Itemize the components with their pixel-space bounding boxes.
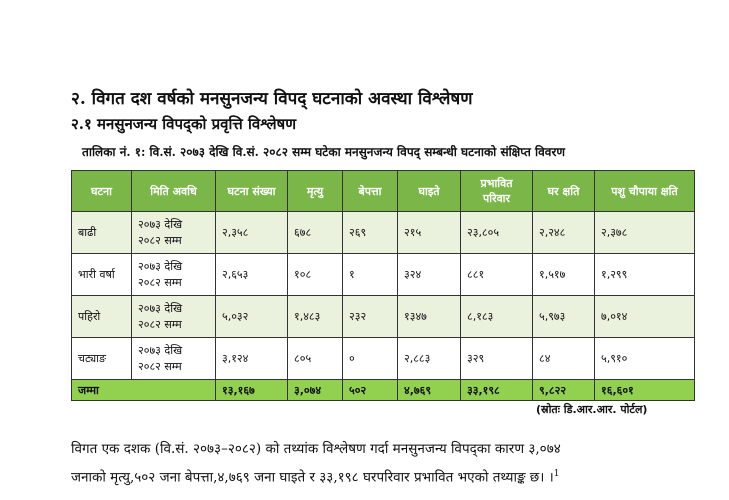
- total-affected-families: ३३,१९८: [461, 380, 533, 401]
- total-house-damage: ९,८२२: [533, 380, 595, 401]
- cell-event: पहिरो: [72, 296, 132, 338]
- header-deaths: मृत्यु: [288, 171, 343, 212]
- total-label: जम्मा: [72, 380, 216, 401]
- paragraph-line-1: विगत एक दशक (वि.सं. २०७३–२०८२) को तथ्यांक विश्लेषण गर्दा मनसुनजन्य विपद्का कारण ३,०७४: [71, 441, 561, 457]
- header-injured: घाइते: [398, 171, 461, 212]
- total-livestock-loss: १६,६०१: [595, 380, 695, 401]
- subsection-heading: २.१ मनसुनजन्य विपद्को प्रवृत्ति विश्लेषण: [71, 115, 297, 133]
- cell-injured: ३२४: [398, 254, 461, 296]
- total-deaths: ३,०७४: [288, 380, 343, 401]
- cell-period: २०७३ देखि २०८२ सम्म: [132, 254, 216, 296]
- body-paragraph: [71, 437, 697, 491]
- cell-deaths: ६७८: [288, 212, 343, 254]
- cell-period: २०७३ देखि २०८२ सम्म: [132, 212, 216, 254]
- header-count: घटना संख्या: [216, 171, 288, 212]
- table-row: [72, 254, 695, 296]
- cell-injured: २,८८३: [398, 338, 461, 380]
- cell-period: २०७३ देखि २०८२ सम्म: [132, 296, 216, 338]
- footnote-marker: 1: [553, 469, 560, 479]
- cell-livestock-loss: ७,०१४: [595, 296, 695, 338]
- table-caption: तालिका नं. १: वि.सं. २०७३ देखि वि.सं. २०८२ सम्म घटेका मनसुनजन्य विपद् सम्बन्धी घटनाको संक्षिप्त विवरण: [82, 145, 566, 159]
- cell-missing: ०: [343, 338, 398, 380]
- header-affected-families: प्रभावित परिवार: [461, 171, 533, 212]
- cell-house-damage: २,२४८: [533, 212, 595, 254]
- cell-count: २,३५८: [216, 212, 288, 254]
- table-row: [72, 212, 695, 254]
- section-heading: २. विगत दश वर्षको मनसुनजन्य विपद् घटनाको अवस्था विश्लेषण: [71, 89, 473, 109]
- total-missing: ५०२: [343, 380, 398, 401]
- total-injured: ४,७६९: [398, 380, 461, 401]
- cell-affected-families: २३,८०५: [461, 212, 533, 254]
- table-source: (स्रोतः डि.आर.आर. पोर्टल): [536, 403, 648, 416]
- table-total-row: [72, 380, 695, 401]
- header-livestock-loss: पशु चौपाया क्षति: [595, 171, 695, 212]
- header-missing: बेपत्ता: [343, 171, 398, 212]
- cell-house-damage: १,५१७: [533, 254, 595, 296]
- cell-livestock-loss: १,२९९: [595, 254, 695, 296]
- cell-injured: २१५: [398, 212, 461, 254]
- table-header-row: [72, 171, 695, 212]
- cell-house-damage: ८४: [533, 338, 595, 380]
- cell-missing: २३२: [343, 296, 398, 338]
- cell-missing: १: [343, 254, 398, 296]
- cell-deaths: १०८: [288, 254, 343, 296]
- header-event: घटना: [72, 171, 132, 212]
- cell-count: २,६५३: [216, 254, 288, 296]
- header-house-damage: घर क्षति: [533, 171, 595, 212]
- header-period: मिति अवधि: [132, 171, 216, 212]
- total-count: १३,१६७: [216, 380, 288, 401]
- paragraph-line-2: जनाको मृत्यु,५०२ जना बेपत्ता,४,७६९ जना घाइते र ३३,१९८ घरपरिवार प्रभावित भएको तथ्याङ्क छ। ।$^1$: [71, 469, 560, 486]
- cell-event: भारी वर्षा: [72, 254, 132, 296]
- table-row: [72, 296, 695, 338]
- cell-period: २०७३ देखि २०८२ सम्म: [132, 338, 216, 380]
- cell-affected-families: ८,१८३: [461, 296, 533, 338]
- cell-count: ५,०३२: [216, 296, 288, 338]
- cell-house-damage: ५,९७३: [533, 296, 595, 338]
- cell-affected-families: ३२९: [461, 338, 533, 380]
- cell-event: बाढी: [72, 212, 132, 254]
- cell-deaths: १,४८३: [288, 296, 343, 338]
- cell-livestock-loss: ५,९१०: [595, 338, 695, 380]
- cell-injured: १३४७: [398, 296, 461, 338]
- cell-livestock-loss: २,३७८: [595, 212, 695, 254]
- cell-affected-families: ८८१: [461, 254, 533, 296]
- cell-event: चट्याङ: [72, 338, 132, 380]
- cell-count: ३,१२४: [216, 338, 288, 380]
- cell-missing: २६९: [343, 212, 398, 254]
- cell-deaths: ८०५: [288, 338, 343, 380]
- disaster-table: [71, 170, 695, 401]
- table-row: [72, 338, 695, 380]
